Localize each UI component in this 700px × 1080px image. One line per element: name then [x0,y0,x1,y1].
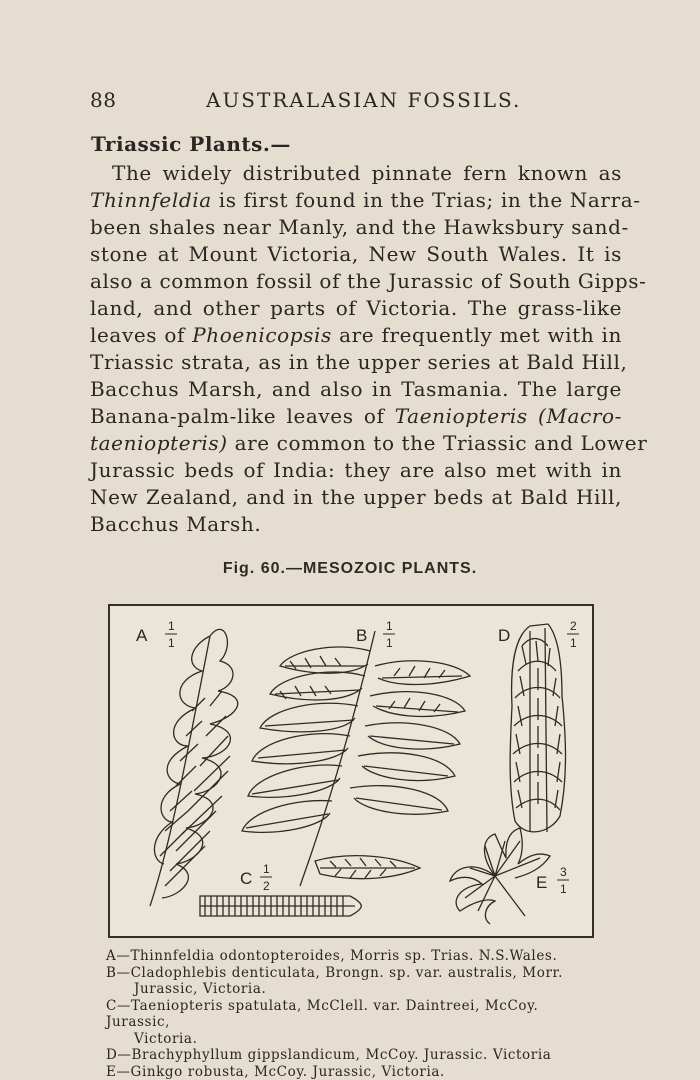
svg-text:B: B [356,626,367,645]
svg-text:1: 1 [560,882,567,896]
fossil-illustration [110,606,592,936]
svg-text:2: 2 [263,879,270,893]
legend-entry: B—Cladophlebis denticulata, Brongn. sp. var. australis, Morr. [106,965,606,982]
svg-text:1: 1 [386,636,393,650]
svg-text:A: A [136,626,148,645]
svg-text:2: 2 [570,619,577,633]
svg-text:3: 3 [560,865,567,879]
text-run: stone at Mount Victoria, New South Wales. It is [90,242,622,266]
body-line [90,349,622,376]
svg-text:1: 1 [168,636,175,650]
legend-entry: Jurassic, Victoria. [106,981,606,998]
svg-text:1: 1 [386,619,393,633]
running-title: AUSTRALASIAN FOSSILS. [206,88,521,112]
text-run: New Zealand, and in the upper beds at Bald Hill, [90,485,622,509]
cladophlebis-frond-drawing [242,631,470,886]
italic-taxon: taeniopteris) [90,431,228,455]
label-e [536,865,569,896]
taeniopteris-leaf-drawing [200,856,420,916]
text-run: are frequently met with in [332,323,622,347]
section-title: Triassic Plants.— [91,132,291,156]
fossil-plates-figure [108,604,594,938]
label-a [136,619,177,650]
svg-text:E: E [536,873,547,892]
body-line [90,511,622,538]
label-b [356,619,395,650]
body-line [90,187,622,214]
text-run: also a common fossil of the Jurassic of South Gipps- [90,269,647,293]
body-line [90,430,622,457]
body-line [90,322,622,349]
text-run: leaves of [90,323,192,347]
body-line [90,484,622,511]
text-run: Jurassic beds of India: they are also met with in [90,458,622,482]
body-line [90,376,622,403]
running-header [90,88,620,118]
text-run: been shales near Manly, and the Hawksbury sand- [90,215,629,239]
figure-caption: Fig. 60.—MESOZOIC PLANTS. [0,560,700,578]
legend-entry: D—Brachyphyllum gippslandicum, McCoy. Jurassic. Victoria [106,1047,606,1064]
legend-entry: Victoria. [106,1031,606,1048]
svg-text:1: 1 [263,862,270,876]
figure-legend [106,948,606,1080]
text-run: Banana-palm-like leaves of [90,404,395,428]
thinnfeldia-frond-drawing [150,629,238,906]
legend-entry: A—Thinnfeldia odontopteroides, Morris sp. Trias. N.S.Wales. [106,948,606,965]
text-run: is first found in the Trias; in the Narra- [212,188,641,212]
body-line [90,160,622,187]
svg-text:1: 1 [570,636,577,650]
page-number: 88 [90,88,116,112]
body-line [90,268,622,295]
svg-text:D: D [498,626,510,645]
label-d [498,619,579,650]
text-run: are common to the Triassic and Lower [228,431,648,455]
label-c [240,862,272,893]
svg-text:1: 1 [168,619,175,633]
italic-taxon: Taeniopteris (Macro- [395,404,622,428]
text-run: Bacchus Marsh, and also in Tasmania. The large [90,377,622,401]
text-run: The widely distributed pinnate fern known as [112,161,622,185]
body-paragraph [90,160,622,538]
body-line [90,403,622,430]
body-line [90,295,622,322]
ginkgo-leaf-drawing [450,828,550,924]
text-run: Bacchus Marsh. [90,512,261,536]
text-run: Triassic strata, as in the upper series at Bald Hill, [90,350,628,374]
legend-entry: E—Ginkgo robusta, McCoy. Jurassic, Victoria. [106,1064,606,1080]
italic-taxon: Phoenicopsis [192,323,332,347]
italic-taxon: Thinnfeldia [90,188,212,212]
legend-entry: C—Taeniopteris spatulata, McClell. var. Daintreei, McCoy. Jurassic, [106,998,606,1031]
svg-text:C: C [240,869,252,888]
body-line [90,457,622,484]
brachyphyllum-shoot-drawing [510,624,565,832]
body-line [90,214,622,241]
body-line [90,241,622,268]
text-run: land, and other parts of Victoria. The grass-like [90,296,622,320]
